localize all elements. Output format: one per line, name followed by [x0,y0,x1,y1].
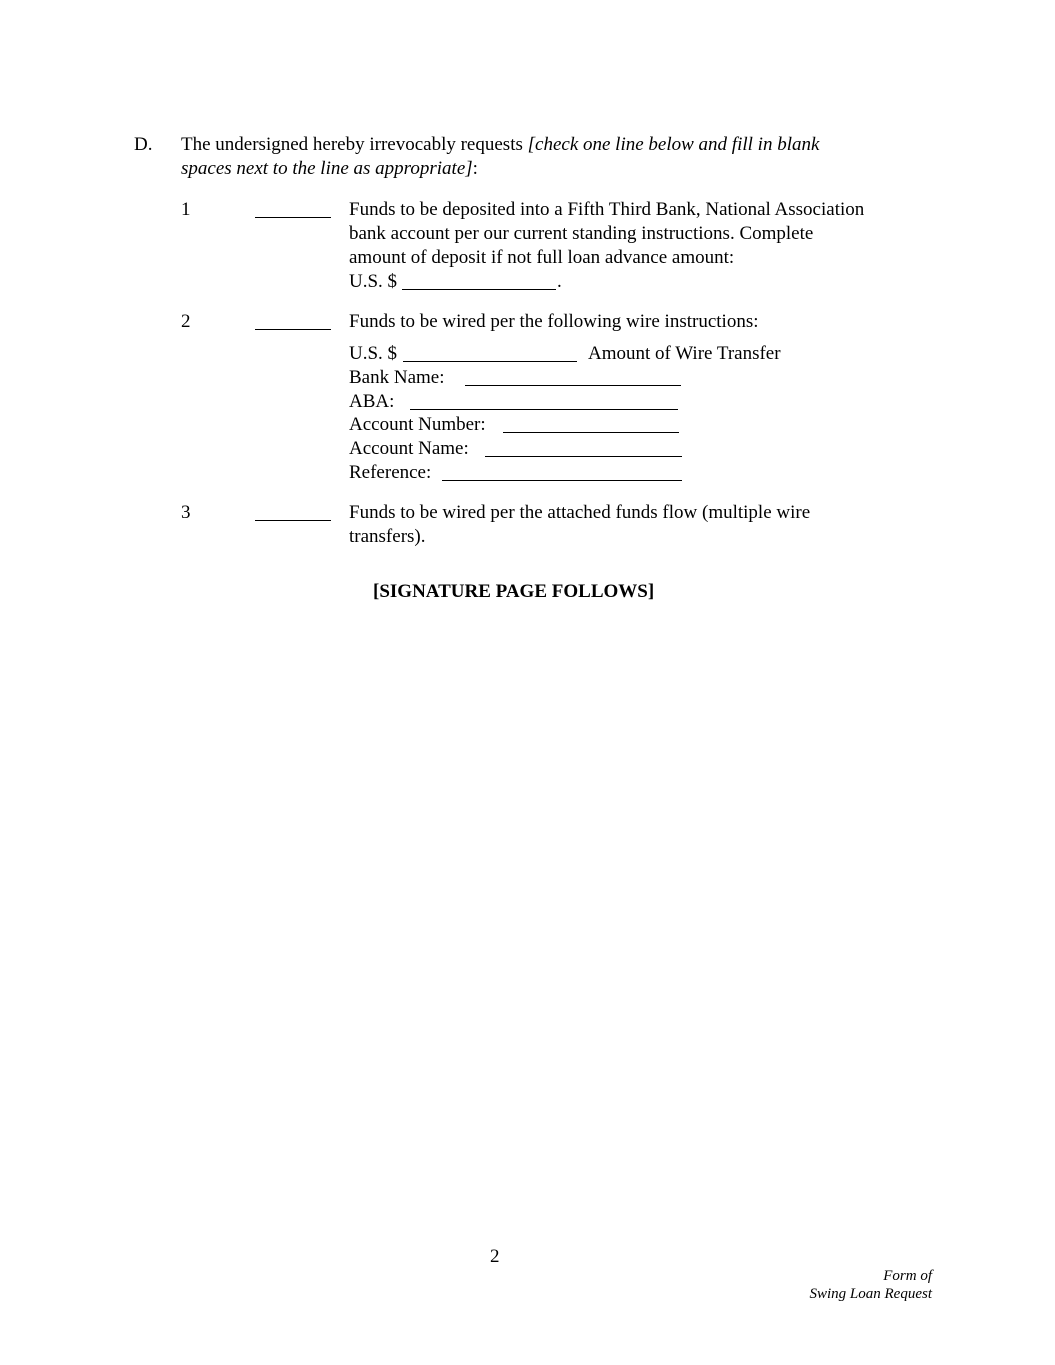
bank-name-label: Bank Name: [349,367,445,388]
option-text-line: Funds to be wired per the following wire instructions: [349,311,759,332]
wire-amount-caption: Amount of Wire Transfer [588,343,781,364]
account-number-blank[interactable] [503,432,679,433]
deposit-amount-blank[interactable] [402,289,556,290]
option-text-line: bank account per our current standing instructions. Complete [349,223,814,244]
signature-page-notice: [SIGNATURE PAGE FOLLOWS] [373,581,655,602]
section-intro-line-1 [181,133,819,157]
reference-blank[interactable] [442,480,682,481]
page-number: 2 [490,1246,500,1267]
account-name-label: Account Name: [349,438,469,459]
deposit-amount-label: U.S. $ [349,271,398,292]
section-intro-line-2 [181,157,478,181]
deposit-amount-suffix: . [557,271,562,292]
footer-form-of: Form of [883,1268,932,1284]
option-3-check-line[interactable] [255,520,331,521]
option-text-line: transfers). [349,526,426,547]
aba-blank[interactable] [410,409,678,410]
account-name-blank[interactable] [485,456,682,457]
reference-label: Reference: [349,462,432,483]
wire-amount-label: U.S. $ [349,343,398,364]
option-text-line: Funds to be wired per the attached funds flow (multiple wire [349,502,811,523]
option-number: 1 [181,199,191,220]
option-number: 2 [181,311,191,332]
intro-italic-text-1: [check one line below and fill in blank [527,134,820,155]
aba-label: ABA: [349,391,395,412]
option-number: 3 [181,502,191,523]
option-text-line: Funds to be deposited into a Fifth Third Bank, National Association [349,199,865,220]
bank-name-blank[interactable] [465,385,681,386]
wire-amount-blank[interactable] [403,361,577,362]
intro-tail: : [472,158,478,179]
intro-italic-text-2: spaces next to the line as appropriate] [181,158,473,179]
option-2-check-line[interactable] [255,329,331,330]
intro-plain-text: The undersigned hereby irrevocably requests [181,134,528,155]
option-text-line: amount of deposit if not full loan advance amount: [349,247,735,268]
account-number-label: Account Number: [349,414,486,435]
footer-form-title: Swing Loan Request [809,1286,932,1302]
section-letter: D. [134,134,153,155]
option-1-check-line[interactable] [255,217,331,218]
